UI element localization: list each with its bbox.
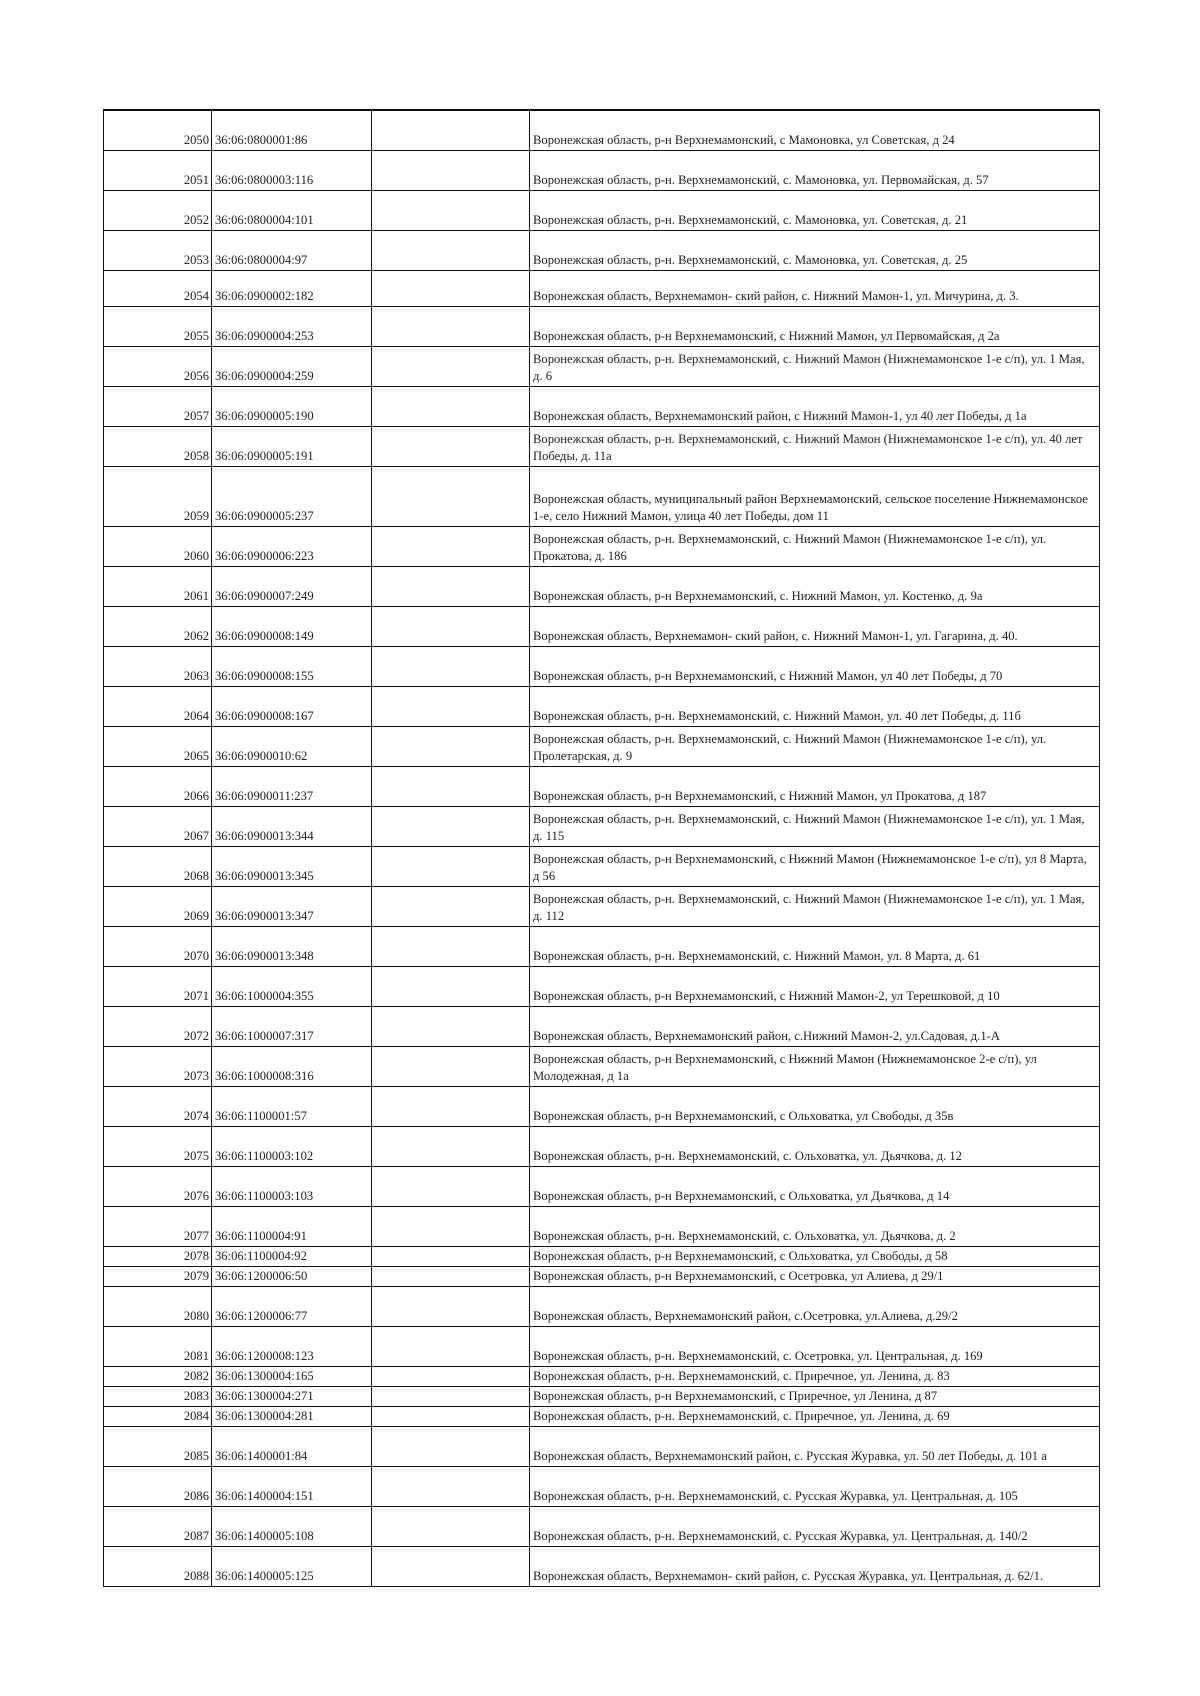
row-number: 2077: [104, 1206, 212, 1246]
address: Воронежская область, р-н. Верхнемамонский, с. Русская Журавка, ул. Центральная, д. 140/2: [530, 1506, 1100, 1546]
row-number: 2088: [104, 1546, 212, 1586]
address: Воронежская область, р-н. Верхнемамонский, с. Ольховатка, ул. Дьячкова, д. 12: [530, 1126, 1100, 1166]
property-table: [103, 109, 1100, 1587]
cadastral-number: 36:06:1400005:108: [212, 1506, 372, 1546]
row-number: 2061: [104, 566, 212, 606]
row-number: 2063: [104, 646, 212, 686]
table-row: [104, 1506, 1100, 1546]
empty-cell: [372, 766, 530, 806]
cadastral-number: 36:06:0900005:237: [212, 466, 372, 526]
address: Воронежская область, р-н. Верхнемамонский, с. Ольховатка, ул. Дьячкова, д. 2: [530, 1206, 1100, 1246]
table-row: [104, 1006, 1100, 1046]
table-row: [104, 1266, 1100, 1286]
row-number: 2058: [104, 426, 212, 466]
empty-cell: [372, 1246, 530, 1266]
empty-cell: [372, 606, 530, 646]
cadastral-number: 36:06:0900004:253: [212, 306, 372, 346]
table-row: [104, 346, 1100, 386]
cadastral-number: 36:06:1100004:92: [212, 1246, 372, 1266]
empty-cell: [372, 966, 530, 1006]
row-number: 2069: [104, 886, 212, 926]
cadastral-number: 36:06:1300004:165: [212, 1366, 372, 1386]
empty-cell: [372, 846, 530, 886]
row-number: 2080: [104, 1286, 212, 1326]
cadastral-number: 36:06:0800004:101: [212, 190, 372, 230]
address: Воронежская область, р-н Верхнемамонский, с. Нижний Мамон, ул. Костенко, д. 9а: [530, 566, 1100, 606]
row-number: 2083: [104, 1386, 212, 1406]
table-row: [104, 806, 1100, 846]
cadastral-number: 36:06:1300004:281: [212, 1406, 372, 1426]
cadastral-number: 36:06:0900013:344: [212, 806, 372, 846]
address: Воронежская область, Верхнемамон- ский район, с. Русская Журавка, ул. Центральная, д. 62/1.: [530, 1546, 1100, 1586]
empty-cell: [372, 1126, 530, 1166]
cadastral-number: 36:06:1000008:316: [212, 1046, 372, 1086]
empty-cell: [372, 646, 530, 686]
address: Воронежская область, р-н. Верхнемамонский, с. Мамоновка, ул. Первомайская, д. 57: [530, 150, 1100, 190]
address: Воронежская область, Верхнемамон- ский район, с. Нижний Мамон-1, ул. Мичурина, д. 3.: [530, 270, 1100, 306]
table-row: [104, 230, 1100, 270]
empty-cell: [372, 926, 530, 966]
empty-cell: [372, 1206, 530, 1246]
cadastral-number: 36:06:0900008:167: [212, 686, 372, 726]
table-row: [104, 846, 1100, 886]
row-number: 2051: [104, 150, 212, 190]
row-number: 2085: [104, 1426, 212, 1466]
table-row: [104, 1246, 1100, 1266]
cadastral-number: 36:06:0900007:249: [212, 566, 372, 606]
cadastral-number: 36:06:1100003:103: [212, 1166, 372, 1206]
empty-cell: [372, 1386, 530, 1406]
table-row: [104, 386, 1100, 426]
address: Воронежская область, р-н. Верхнемамонский, с. Мамоновка, ул. Советская, д. 25: [530, 230, 1100, 270]
cadastral-number: 36:06:1400004:151: [212, 1466, 372, 1506]
table-row: [104, 1386, 1100, 1406]
table-row: [104, 1426, 1100, 1466]
table-row: [104, 1126, 1100, 1166]
table-row: [104, 426, 1100, 466]
row-number: 2076: [104, 1166, 212, 1206]
address: Воронежская область, р-н. Верхнемамонский, с. Нижний Мамон (Нижнемамонское 1-е с/п), ул. 1 Мая, д. 115: [530, 806, 1100, 846]
cadastral-number: 36:06:1100004:91: [212, 1206, 372, 1246]
cadastral-number: 36:06:1200006:77: [212, 1286, 372, 1326]
row-number: 2086: [104, 1466, 212, 1506]
table-row: [104, 766, 1100, 806]
table-row: [104, 966, 1100, 1006]
table-row: [104, 306, 1100, 346]
empty-cell: [372, 190, 530, 230]
table-row: [104, 1326, 1100, 1366]
table-row: [104, 526, 1100, 566]
empty-cell: [372, 1286, 530, 1326]
row-number: 2060: [104, 526, 212, 566]
empty-cell: [372, 1546, 530, 1586]
table-row: [104, 1546, 1100, 1586]
cadastral-number: 36:06:1200008:123: [212, 1326, 372, 1366]
address: Воронежская область, р-н. Верхнемамонский, с. Нижний Мамон (Нижнемамонское 1-е с/п), ул. 1 Мая, д. 112: [530, 886, 1100, 926]
empty-cell: [372, 1506, 530, 1546]
row-number: 2082: [104, 1366, 212, 1386]
row-number: 2087: [104, 1506, 212, 1546]
cadastral-number: 36:06:0900013:345: [212, 846, 372, 886]
empty-cell: [372, 230, 530, 270]
empty-cell: [372, 110, 530, 150]
row-number: 2074: [104, 1086, 212, 1126]
address: Воронежская область, Верхнемамонский район, с.Нижний Мамон-2, ул.Садовая, д.1-А: [530, 1006, 1100, 1046]
row-number: 2066: [104, 766, 212, 806]
row-number: 2067: [104, 806, 212, 846]
row-number: 2081: [104, 1326, 212, 1366]
cadastral-number: 36:06:1100003:102: [212, 1126, 372, 1166]
cadastral-number: 36:06:1400005:125: [212, 1546, 372, 1586]
table-row: [104, 886, 1100, 926]
empty-cell: [372, 526, 530, 566]
row-number: 2084: [104, 1406, 212, 1426]
table-row: [104, 1166, 1100, 1206]
row-number: 2054: [104, 270, 212, 306]
cadastral-number: 36:06:1100001:57: [212, 1086, 372, 1126]
row-number: 2070: [104, 926, 212, 966]
empty-cell: [372, 1466, 530, 1506]
cadastral-number: 36:06:0900010:62: [212, 726, 372, 766]
row-number: 2068: [104, 846, 212, 886]
row-number: 2064: [104, 686, 212, 726]
table-row: [104, 1046, 1100, 1086]
cadastral-number: 36:06:0900004:259: [212, 346, 372, 386]
address: Воронежская область, Верхнемамонский район, с. Русская Журавка, ул. 50 лет Победы, д. 101 а: [530, 1426, 1100, 1466]
empty-cell: [372, 1326, 530, 1366]
cadastral-number: 36:06:0900013:347: [212, 886, 372, 926]
table-row: [104, 1286, 1100, 1326]
empty-cell: [372, 806, 530, 846]
cadastral-number: 36:06:0800001:86: [212, 110, 372, 150]
address: Воронежская область, р-н Верхнемамонский, с Нижний Мамон (Нижнемамонское 2-е с/п), ул Молодежная, д 1а: [530, 1046, 1100, 1086]
address: Воронежская область, р-н. Верхнемамонский, с. Приречное, ул. Ленина, д. 69: [530, 1406, 1100, 1426]
cadastral-number: 36:06:0900013:348: [212, 926, 372, 966]
address: Воронежская область, р-н Верхнемамонский, с Осетровка, ул Алиева, д 29/1: [530, 1266, 1100, 1286]
address: Воронежская область, р-н Верхнемамонский, с Нижний Мамон, ул Прокатова, д 187: [530, 766, 1100, 806]
table-row: [104, 566, 1100, 606]
address: Воронежская область, р-н Верхнемамонский, с Нижний Мамон, ул 40 лет Победы, д 70: [530, 646, 1100, 686]
cadastral-number: 36:06:0900006:223: [212, 526, 372, 566]
table-row: [104, 646, 1100, 686]
table-row: [104, 686, 1100, 726]
row-number: 2057: [104, 386, 212, 426]
table-row: [104, 150, 1100, 190]
empty-cell: [372, 1006, 530, 1046]
address: Воронежская область, р-н. Верхнемамонский, с. Нижний Мамон (Нижнемамонское 1-е с/п), ул. 40 лет Победы, д. 11а: [530, 426, 1100, 466]
row-number: 2079: [104, 1266, 212, 1286]
row-number: 2059: [104, 466, 212, 526]
empty-cell: [372, 726, 530, 766]
address: Воронежская область, р-н Верхнемамонский, с Ольховатка, ул Свободы, д 35в: [530, 1086, 1100, 1126]
address: Воронежская область, р-н Верхнемамонский, с Нижний Мамон (Нижнемамонское 1-е с/п), ул 8 Марта, д 56: [530, 846, 1100, 886]
row-number: 2053: [104, 230, 212, 270]
table-row: [104, 1466, 1100, 1506]
cadastral-number: 36:06:0900008:149: [212, 606, 372, 646]
row-number: 2052: [104, 190, 212, 230]
empty-cell: [372, 426, 530, 466]
table-row: [104, 270, 1100, 306]
row-number: 2056: [104, 346, 212, 386]
row-number: 2078: [104, 1246, 212, 1266]
address: Воронежская область, Верхнемамон- ский район, с. Нижний Мамон-1, ул. Гагарина, д. 40.: [530, 606, 1100, 646]
table-body: [104, 110, 1100, 1586]
cadastral-number: 36:06:1000007:317: [212, 1006, 372, 1046]
table-row: [104, 606, 1100, 646]
empty-cell: [372, 1426, 530, 1466]
address: Воронежская область, р-н. Верхнемамонский, с. Осетровка, ул. Центральная, д. 169: [530, 1326, 1100, 1366]
empty-cell: [372, 150, 530, 190]
table-row: [104, 190, 1100, 230]
address: Воронежская область, р-н Верхнемамонский, с Приречное, ул Ленина, д 87: [530, 1386, 1100, 1406]
address: Воронежская область, р-н Верхнемамонский, с Нижний Мамон-2, ул Терешковой, д 10: [530, 966, 1100, 1006]
address: Воронежская область, Верхнемамонский район, с Нижний Мамон-1, ул 40 лет Победы, д 1а: [530, 386, 1100, 426]
table-row: [104, 1366, 1100, 1386]
empty-cell: [372, 270, 530, 306]
empty-cell: [372, 886, 530, 926]
address: Воронежская область, Верхнемамонский район, с.Осетровка, ул.Алиева, д.29/2: [530, 1286, 1100, 1326]
empty-cell: [372, 686, 530, 726]
row-number: 2055: [104, 306, 212, 346]
address: Воронежская область, муниципальный район Верхнемамонский, сельское поселение Нижнемамонское 1-е, село Нижний Мамон, улица 40 лет Победы, дом 11: [530, 466, 1100, 526]
row-number: 2075: [104, 1126, 212, 1166]
address: Воронежская область, р-н. Верхнемамонский, с. Нижний Мамон (Нижнемамонское 1-е с/п), ул. 1 Мая, д. 6: [530, 346, 1100, 386]
address: Воронежская область, р-н. Верхнемамонский, с. Нижний Мамон, ул. 40 лет Победы, д. 11б: [530, 686, 1100, 726]
row-number: 2062: [104, 606, 212, 646]
empty-cell: [372, 1366, 530, 1386]
address: Воронежская область, р-н. Верхнемамонский, с. Нижний Мамон (Нижнемамонское 1-е с/п), ул. Пролетарская, д. 9: [530, 726, 1100, 766]
row-number: 2071: [104, 966, 212, 1006]
address: Воронежская область, р-н. Верхнемамонский, с. Мамоновка, ул. Советская, д. 21: [530, 190, 1100, 230]
cadastral-number: 36:06:0900005:190: [212, 386, 372, 426]
address: Воронежская область, р-н. Верхнемамонский, с. Нижний Мамон, ул. 8 Марта, д. 61: [530, 926, 1100, 966]
empty-cell: [372, 1046, 530, 1086]
address: Воронежская область, р-н Верхнемамонский, с Ольховатка, ул Дьячкова, д 14: [530, 1166, 1100, 1206]
address: Воронежская область, р-н. Верхнемамонский, с. Русская Журавка, ул. Центральная, д. 105: [530, 1466, 1100, 1506]
table-row: [104, 726, 1100, 766]
cadastral-number: 36:06:1000004:355: [212, 966, 372, 1006]
address: Воронежская область, р-н. Верхнемамонский, с. Приречное, ул. Ленина, д. 83: [530, 1366, 1100, 1386]
row-number: 2050: [104, 110, 212, 150]
table-row: [104, 466, 1100, 526]
address: Воронежская область, р-н Верхнемамонский, с Мамоновка, ул Советская, д 24: [530, 110, 1100, 150]
cadastral-number: 36:06:1200006:50: [212, 1266, 372, 1286]
cadastral-number: 36:06:0900002:182: [212, 270, 372, 306]
table-row: [104, 1086, 1100, 1126]
cadastral-number: 36:06:0800004:97: [212, 230, 372, 270]
row-number: 2073: [104, 1046, 212, 1086]
cadastral-number: 36:06:0900008:155: [212, 646, 372, 686]
cadastral-number: 36:06:1400001:84: [212, 1426, 372, 1466]
empty-cell: [372, 1086, 530, 1126]
empty-cell: [372, 346, 530, 386]
row-number: 2072: [104, 1006, 212, 1046]
table-row: [104, 1406, 1100, 1426]
empty-cell: [372, 466, 530, 526]
empty-cell: [372, 1406, 530, 1426]
table-row: [104, 110, 1100, 150]
empty-cell: [372, 1166, 530, 1206]
empty-cell: [372, 306, 530, 346]
address: Воронежская область, р-н Верхнемамонский, с Нижний Мамон, ул Первомайская, д 2а: [530, 306, 1100, 346]
cadastral-number: 36:06:0900005:191: [212, 426, 372, 466]
table-row: [104, 1206, 1100, 1246]
address: Воронежская область, р-н Верхнемамонский, с Ольховатка, ул Свободы, д 58: [530, 1246, 1100, 1266]
table-row: [104, 926, 1100, 966]
empty-cell: [372, 1266, 530, 1286]
address: Воронежская область, р-н. Верхнемамонский, с. Нижний Мамон (Нижнемамонское 1-е с/п), ул. Прокатова, д. 186: [530, 526, 1100, 566]
empty-cell: [372, 386, 530, 426]
row-number: 2065: [104, 726, 212, 766]
cadastral-number: 36:06:0800003:116: [212, 150, 372, 190]
empty-cell: [372, 566, 530, 606]
cadastral-number: 36:06:1300004:271: [212, 1386, 372, 1406]
cadastral-number: 36:06:0900011:237: [212, 766, 372, 806]
